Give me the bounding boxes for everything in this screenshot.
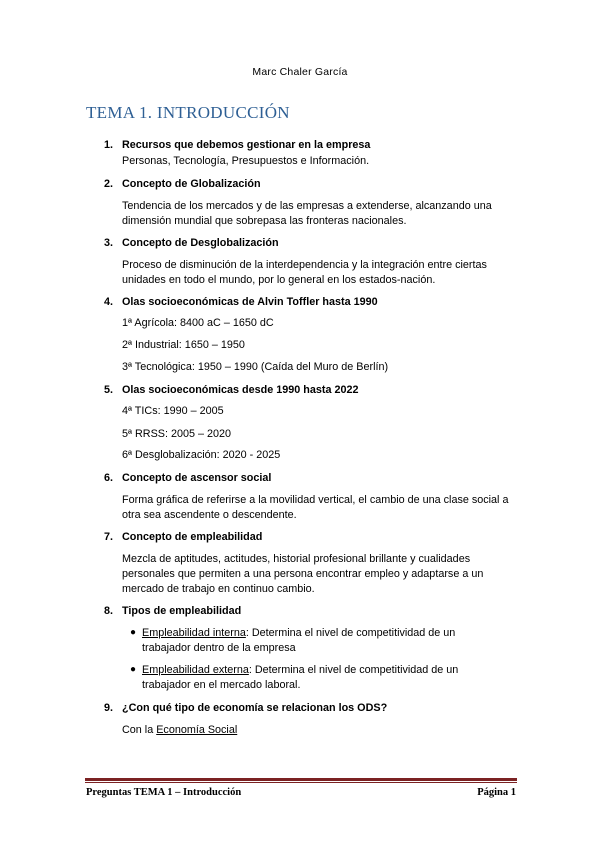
question: Olas socioeconómicas de Alvin Toffler hasta 1990: [122, 296, 378, 308]
answer-line: Tendencia de los mercados y de las empresas a extenderse, alcanzando una: [122, 200, 492, 212]
answer-line: unidades en todo el mundo, por lo general en los estados-nación.: [122, 274, 436, 286]
footer-left: Preguntas TEMA 1 – Introducción: [86, 787, 242, 798]
footer-rule-thin: [85, 782, 517, 783]
answer-line: 5ª RRSS: 2005 – 2020: [122, 428, 232, 440]
answer-link[interactable]: Economía Social: [156, 724, 238, 736]
bullet-icon: ●: [130, 627, 137, 638]
answer-line: mercado de trabajo en continuo cambio.: [122, 583, 315, 595]
answer-line: otra sea ascendente o descendente.: [122, 509, 297, 521]
footer-page-number: Página 1: [477, 787, 516, 798]
answer-line: Mezcla de aptitudes, actitudes, historial profesional brillante y cualidades: [122, 553, 471, 565]
answer-line: 4ª TICs: 1990 – 2005: [122, 405, 224, 417]
item-number: 6.: [104, 472, 114, 484]
answer-line: dimensión mundial que sobrepasa las fronteras nacionales.: [122, 215, 407, 227]
item-number: 3.: [104, 237, 114, 249]
page-title: TEMA 1. INTRODUCCIÓN: [86, 103, 290, 122]
answer-line: Proceso de disminución de la interdependencia y la integración entre ciertas: [122, 259, 487, 271]
question: Concepto de ascensor social: [122, 472, 272, 484]
bullet-icon: ●: [130, 664, 137, 675]
answer-line: 3ª Tecnológica: 1950 – 1990 (Caída del Muro de Berlín): [122, 361, 389, 373]
answer-line: 1ª Agrícola: 8400 aC – 1650 dC: [122, 317, 274, 329]
answer-line: Personas, Tecnología, Presupuestos e Información.: [122, 155, 370, 167]
term-link[interactable]: Empleabilidad interna: [142, 627, 246, 639]
item-number: 8.: [104, 605, 114, 617]
item-number: 4.: [104, 296, 114, 308]
item-number: 2.: [104, 178, 114, 190]
term-link[interactable]: Empleabilidad externa: [142, 664, 249, 676]
answer-line: Forma gráfica de referirse a la movilidad vertical, el cambio de una clase social a: [122, 494, 509, 506]
item-number: 7.: [104, 531, 114, 543]
item-number: 1.: [104, 139, 114, 151]
bullet-text: : Determina el nivel de competitividad de un: [248, 664, 459, 676]
question: ¿Con qué tipo de economía se relacionan los ODS?: [122, 702, 388, 714]
question: Recursos que debemos gestionar en la empresa: [122, 139, 371, 151]
item-number: 9.: [104, 702, 114, 714]
answer-line: 6ª Desglobalización: 2020 - 2025: [122, 449, 281, 461]
question: Tipos de empleabilidad: [122, 605, 242, 617]
footer-rule: [85, 778, 517, 781]
answer-line: personales que permiten a una persona encontrar empleo y adaptarse a un: [122, 568, 484, 580]
header-author: Marc Chaler García: [252, 66, 348, 78]
question: Concepto de Globalización: [122, 178, 261, 190]
bullet-line: trabajador dentro de la empresa: [142, 642, 296, 654]
question: Olas socioeconómicas desde 1990 hasta 2022: [122, 384, 359, 396]
question: Concepto de Desglobalización: [122, 237, 279, 249]
item-number: 5.: [104, 384, 114, 396]
answer-line: [122, 723, 237, 739]
answer-line: 2ª Industrial: 1650 – 1950: [122, 339, 245, 351]
bullet-line: trabajador en el mercado laboral.: [142, 679, 301, 691]
answer-prefix: Con la: [122, 724, 157, 736]
bullet-text: : Determina el nivel de competitividad de un: [245, 627, 456, 639]
question: Concepto de empleabilidad: [122, 531, 263, 543]
bullet-line: [142, 663, 458, 679]
bullet-line: [142, 626, 455, 642]
